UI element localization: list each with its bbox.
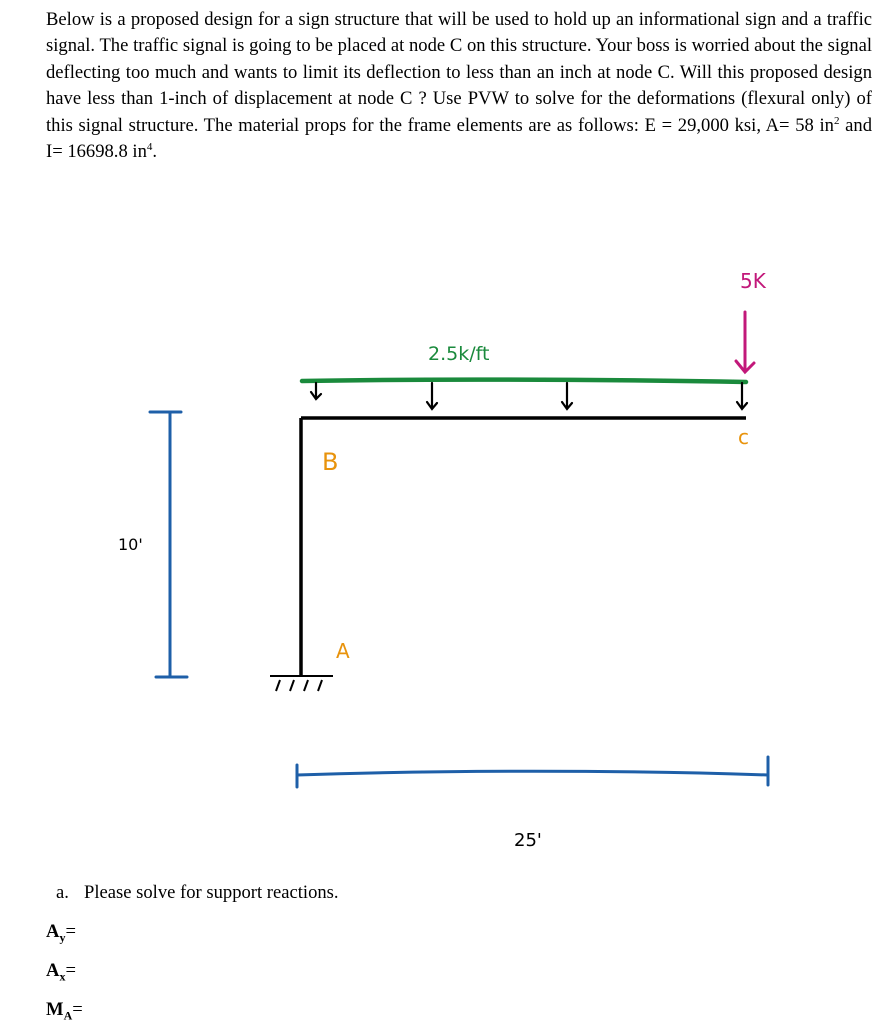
node-a-label: A	[336, 639, 350, 663]
answer-ma	[46, 999, 83, 1024]
problem-text-3: .	[152, 141, 158, 163]
distributed-load-arrows	[311, 383, 747, 409]
distributed-load-line	[302, 380, 746, 382]
answer-ay-equals: =	[65, 921, 76, 942]
point-load-arrow	[736, 312, 754, 372]
inertia-exponent: 4	[146, 140, 153, 153]
question-a-text: Please solve for support reactions.	[84, 882, 339, 903]
height-dim-label: 10'	[118, 535, 143, 554]
height-dimension	[150, 412, 187, 677]
question-a	[56, 882, 339, 904]
answer-ay-subscript: y	[59, 930, 66, 945]
distributed-load-label: 2.5k/ft	[428, 343, 490, 365]
answer-ma-equals: =	[72, 999, 83, 1020]
span-dimension	[297, 757, 768, 787]
answer-ax	[46, 960, 76, 985]
fixed-support-icon	[270, 676, 333, 691]
question-a-letter: a.	[56, 882, 69, 903]
answer-ma-subscript: A	[63, 1008, 73, 1023]
answer-ay	[46, 921, 76, 946]
area-exponent: 2	[833, 114, 840, 127]
answer-ax-subscript: x	[59, 969, 66, 984]
point-load-label: 5K	[740, 269, 766, 293]
node-c-label: c	[738, 425, 749, 449]
node-b-label: B	[322, 448, 339, 476]
span-dim-label: 25'	[514, 830, 542, 851]
problem-text-2: and I= 16698.8 in	[46, 114, 872, 163]
answer-ma-symbol: M	[46, 999, 64, 1020]
answer-ax-symbol: A	[46, 960, 60, 981]
answer-ax-equals: =	[65, 960, 76, 981]
answer-ay-symbol: A	[46, 921, 60, 942]
problem-text-1: Below is a proposed design for a sign structure that will be used to hold up an informational sign and a traffic signal. The traffic signal is going to be placed at node C on this structure. Your boss is worried about the signal deflecting too much and wants to limit its deflection to less than an inch at node C. Will this proposed design have less than 1-inch of displacement at node C ? Use PVW to solve for the deformations (flexural only) of this signal structure. The material props for the frame elements are as follows: E = 29,000 ksi, A= 58 in	[46, 9, 872, 136]
